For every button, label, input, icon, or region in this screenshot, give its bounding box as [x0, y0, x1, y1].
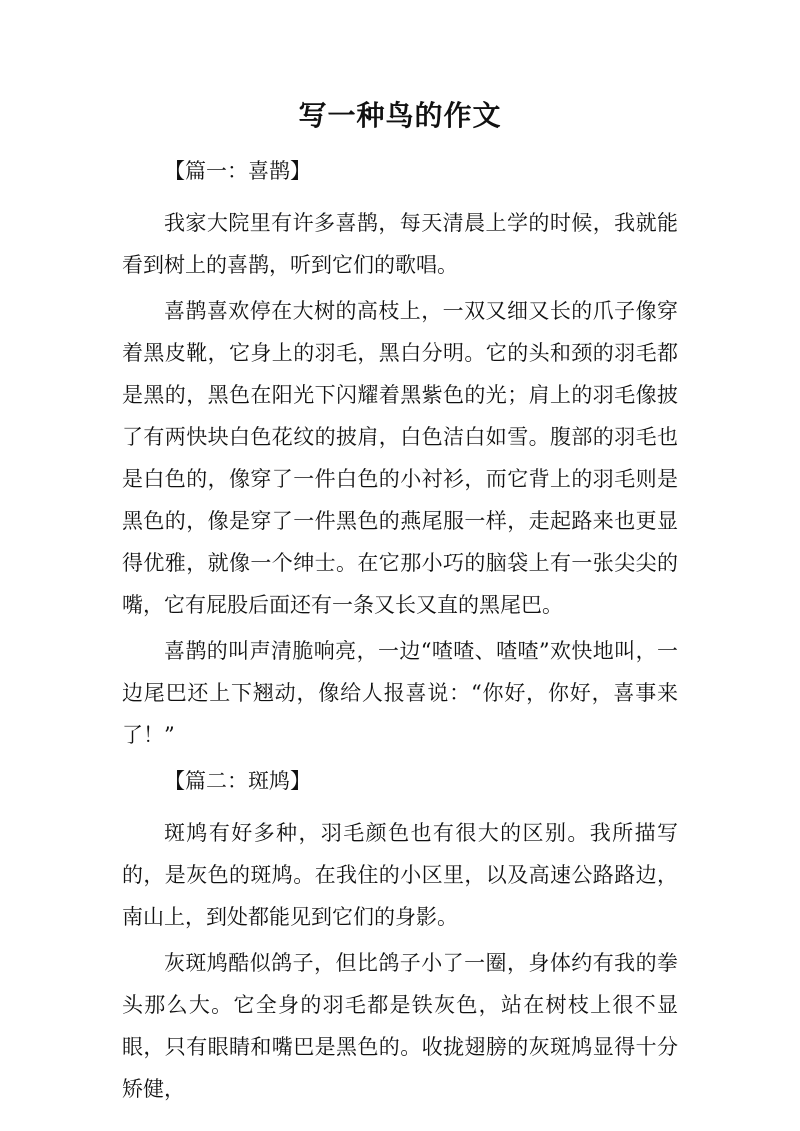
paragraph: 斑鸠有好多种，羽毛颜色也有很大的区别。我所描写的，是灰色的斑鸠。在我住的小区里，以及高速公路路边，南山上，到处都能见到它们的身影。	[122, 821, 678, 929]
paragraph: 灰斑鸠酷似鸽子，但比鸽子小了一圈，身体约有我的拳头那么大。它全身的羽毛都是铁灰色，站在树枝上很不显眼，只有眼睛和嘴巴是黑色的。收拢翅膀的灰斑鸠显得十分矫健，	[122, 951, 678, 1101]
document-title: 写一种鸟的作文	[298, 99, 502, 132]
section-heading-magpie: 【篇一：喜鹊】	[164, 159, 311, 183]
paragraph: 喜鹊喜欢停在大树的高枝上，一双又细又长的爪子像穿着黑皮靴，它身上的羽毛，黑白分明。它的头和颈的羽毛都是黑的，黑色在阳光下闪耀着黑紫色的光；肩上的羽毛像披了有两快块白色花纹的披肩，白色洁白如雪。腹部的羽毛也是白色的，像穿了一件白色的小衬衫，而它背上的羽毛则是黑色的，像是穿了一件黑色的燕尾服一样，走起路来也更显得优雅，就像一个绅士。在它那小巧的脑袋上有一张尖尖的嘴，它有屁股后面还有一条又长又直的黑尾巴。	[122, 299, 678, 617]
paragraph: 我家大院里有许多喜鹊，每天清晨上学的时候，我就能看到树上的喜鹊，听到它们的歌唱。	[122, 211, 678, 277]
paragraph: 喜鹊的叫声清脆响亮，一边“喳喳、喳喳”欢快地叫，一边尾巴还上下翘动，像给人报喜说：“你好，你好，喜事来了！”	[122, 639, 678, 747]
section-heading-turtledove: 【篇二：斑鸠】	[164, 769, 311, 793]
